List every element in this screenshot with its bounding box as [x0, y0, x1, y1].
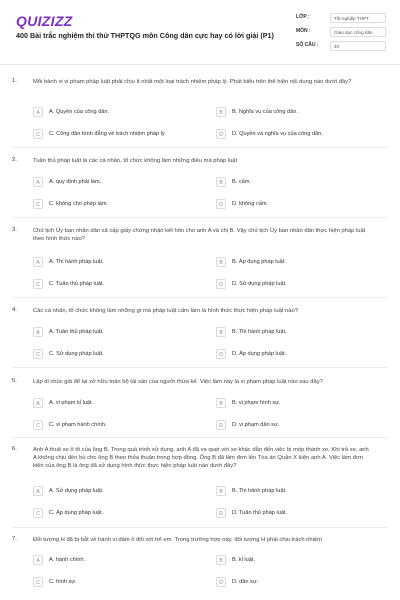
question-number: 6.	[12, 446, 17, 452]
option-letter: A	[33, 257, 43, 267]
option-b[interactable]	[216, 486, 376, 498]
option-letter: C	[33, 199, 43, 209]
option-letter: D	[216, 199, 226, 209]
question-divider	[12, 437, 388, 438]
worksheet-title: 400 Bài trắc nghiệm thi thử THPTQG môn Công dân cực hay có lời giải (P1)	[16, 31, 274, 40]
option-letter: A	[33, 555, 43, 565]
question-divider	[12, 217, 388, 218]
meta-row-count	[296, 41, 390, 55]
option-text: D. vi phạm dân sự.	[232, 422, 280, 428]
option-letter: C	[33, 349, 43, 359]
option-text: D. dân sự.	[232, 579, 259, 585]
option-c[interactable]	[33, 577, 193, 589]
option-c[interactable]	[33, 199, 193, 211]
option-text: C. Công dân bình đẳng về trách nhiệm pháp lý.	[49, 131, 167, 137]
option-b[interactable]	[216, 555, 376, 567]
option-text: A. Sử dụng pháp luật.	[49, 488, 104, 494]
meta-row-subject	[296, 27, 390, 41]
worksheet-meta	[296, 13, 390, 55]
option-letter: B	[216, 257, 226, 267]
option-a[interactable]	[33, 327, 193, 339]
option-letter: B	[216, 398, 226, 408]
option-letter: D	[216, 420, 226, 430]
question-divider	[12, 297, 388, 298]
option-d[interactable]	[216, 577, 376, 589]
option-letter: C	[33, 129, 43, 139]
option-letter: D	[216, 508, 226, 518]
question-text: Anh A thuê xe ô tô của ông B. Trong quá trình sử dụng, anh A đã va quẹt với xe khác dẫn đến việc bị móp thành xe. Khi trả xe, anh A không chịu đền bù cho ông B theo thỏa thuận trong hợp đồng. Ông B đã làm đơn lên Tòa án Quận X kiện anh A. Việc làm đơn kiện của ông B là ông đã sử dụng hình thức thực hiện pháp luật nào dưới đây?	[33, 447, 369, 469]
option-letter: B	[216, 107, 226, 117]
option-c[interactable]	[33, 129, 193, 141]
option-letter: A	[33, 398, 43, 408]
option-d[interactable]	[216, 349, 376, 361]
option-letter: D	[216, 129, 226, 139]
option-d[interactable]	[216, 279, 376, 291]
option-c[interactable]	[33, 279, 193, 291]
option-text: B. kỉ luật.	[232, 557, 256, 563]
question-text: Chủ tịch Ủy ban nhân dân xã cấp giấy chứng nhận kết hôn cho anh A và chị B. Vậy chủ tịch Ủy ban nhân dân thực hiện pháp luật theo hình thức nào?	[33, 228, 366, 242]
option-text: C. vi phạm hành chính.	[49, 422, 107, 428]
option-text: A. Thi hành pháp luật.	[49, 259, 104, 265]
option-letter: B	[216, 177, 226, 187]
option-text: A. Quyền của công dân.	[49, 109, 110, 115]
option-text: B. Thi hành pháp luật.	[232, 329, 287, 335]
option-text: B. Nghĩa vụ của công dân.	[232, 109, 298, 115]
option-a[interactable]	[33, 257, 193, 269]
meta-key: LỚP :	[296, 14, 310, 20]
option-d[interactable]	[216, 129, 376, 141]
option-a[interactable]	[33, 398, 193, 410]
question-number: 4.	[12, 307, 17, 313]
meta-row-grade	[296, 13, 390, 27]
meta-value-count: 40	[330, 41, 386, 51]
option-b[interactable]	[216, 327, 376, 339]
option-letter: A	[33, 107, 43, 117]
question-text: Lập di chúc giả để lại sở hữu toàn bộ tài sản của người thừa kế. Việc làm này là vi phạm pháp luật nào sau đây?	[33, 379, 323, 385]
question-text: Đối tượng H đã bị bắt về hành vi dâm ô đối với trẻ em. Trong trường hợp này, đối tượng H phải chịu trách nhiệm	[33, 537, 322, 543]
option-text: D. Quyền và nghĩa vụ của công dân.	[232, 131, 323, 137]
option-c[interactable]	[33, 420, 193, 432]
quizizz-logo: QUIZIZZ	[16, 13, 73, 29]
option-text: C. hình sự.	[49, 579, 77, 585]
question-divider	[12, 527, 388, 528]
option-letter: A	[33, 177, 43, 187]
question-text: Các cá nhân, tổ chức không làm những gì mà pháp luật cấm làm là hình thức thực hiện pháp luật nào?	[33, 308, 298, 314]
option-letter: A	[33, 486, 43, 496]
question-text: Mỗi hành vi vi phạm pháp luật phải chịu ít nhất một loại trách nhiệm pháp lý. Phát biểu trên thể hiện nội dung nào dưới đây?	[33, 79, 352, 85]
option-text: D. Sử dụng pháp luật.	[232, 281, 287, 287]
option-text: A. vi phạm kỉ luật.	[49, 400, 94, 406]
option-d[interactable]	[216, 420, 376, 432]
option-text: C. Tuân thủ pháp luật.	[49, 281, 105, 287]
meta-value-grade: Tốt nghiệp THPT	[330, 13, 386, 23]
question-number: 3.	[12, 227, 17, 233]
option-text: B. vi phạm hình sự.	[232, 400, 281, 406]
option-text: A. quy định phải làm.	[49, 179, 102, 185]
option-text: B. Thi hành pháp luật.	[232, 488, 287, 494]
option-c[interactable]	[33, 508, 193, 520]
option-letter: B	[216, 486, 226, 496]
option-letter: C	[33, 508, 43, 518]
question-text: Tuân thủ pháp luật là các cá nhân, tổ chức không làm những điều mà pháp luật	[33, 158, 238, 164]
worksheet-header	[0, 0, 400, 65]
option-b[interactable]	[216, 107, 376, 119]
option-letter: C	[33, 420, 43, 430]
option-text: D. Áp dụng pháp luật.	[232, 351, 287, 357]
option-letter: A	[33, 327, 43, 337]
option-text: C. không cho phép làm.	[49, 201, 109, 207]
option-text: D. không cấm.	[232, 201, 269, 207]
option-a[interactable]	[33, 177, 193, 189]
option-letter: C	[33, 279, 43, 289]
question-number: 5.	[12, 378, 17, 384]
option-c[interactable]	[33, 349, 193, 361]
option-a[interactable]	[33, 555, 193, 567]
meta-value-subject: Giáo dục công dân	[330, 27, 386, 37]
option-text: C. Sử dụng pháp luật.	[49, 351, 104, 357]
option-letter: D	[216, 349, 226, 359]
question-number: 2.	[12, 157, 17, 163]
meta-key: MÔN :	[296, 28, 311, 34]
option-text: D. Tuân thủ pháp luật.	[232, 510, 288, 516]
option-d[interactable]	[216, 508, 376, 520]
option-a[interactable]	[33, 107, 193, 119]
option-letter: B	[216, 555, 226, 565]
option-letter: B	[216, 327, 226, 337]
option-text: A. hành chính.	[49, 557, 86, 563]
option-text: A. Tuân thủ pháp luật.	[49, 329, 104, 335]
option-text: B. Áp dụng pháp luật.	[232, 259, 286, 265]
option-letter: D	[216, 577, 226, 587]
question-number: 7.	[12, 536, 17, 542]
question-number: 1.	[12, 78, 17, 84]
option-a[interactable]	[33, 486, 193, 498]
meta-key: SỐ CÂU :	[296, 42, 319, 48]
option-text: C. Áp dụng pháp luật.	[49, 510, 104, 516]
option-b[interactable]	[216, 398, 376, 410]
question-divider	[12, 367, 388, 368]
option-b[interactable]	[216, 257, 376, 269]
option-d[interactable]	[216, 199, 376, 211]
option-b[interactable]	[216, 177, 376, 189]
option-letter: D	[216, 279, 226, 289]
option-text: B. cấm.	[232, 179, 251, 185]
question-divider	[12, 147, 388, 148]
option-letter: C	[33, 577, 43, 587]
